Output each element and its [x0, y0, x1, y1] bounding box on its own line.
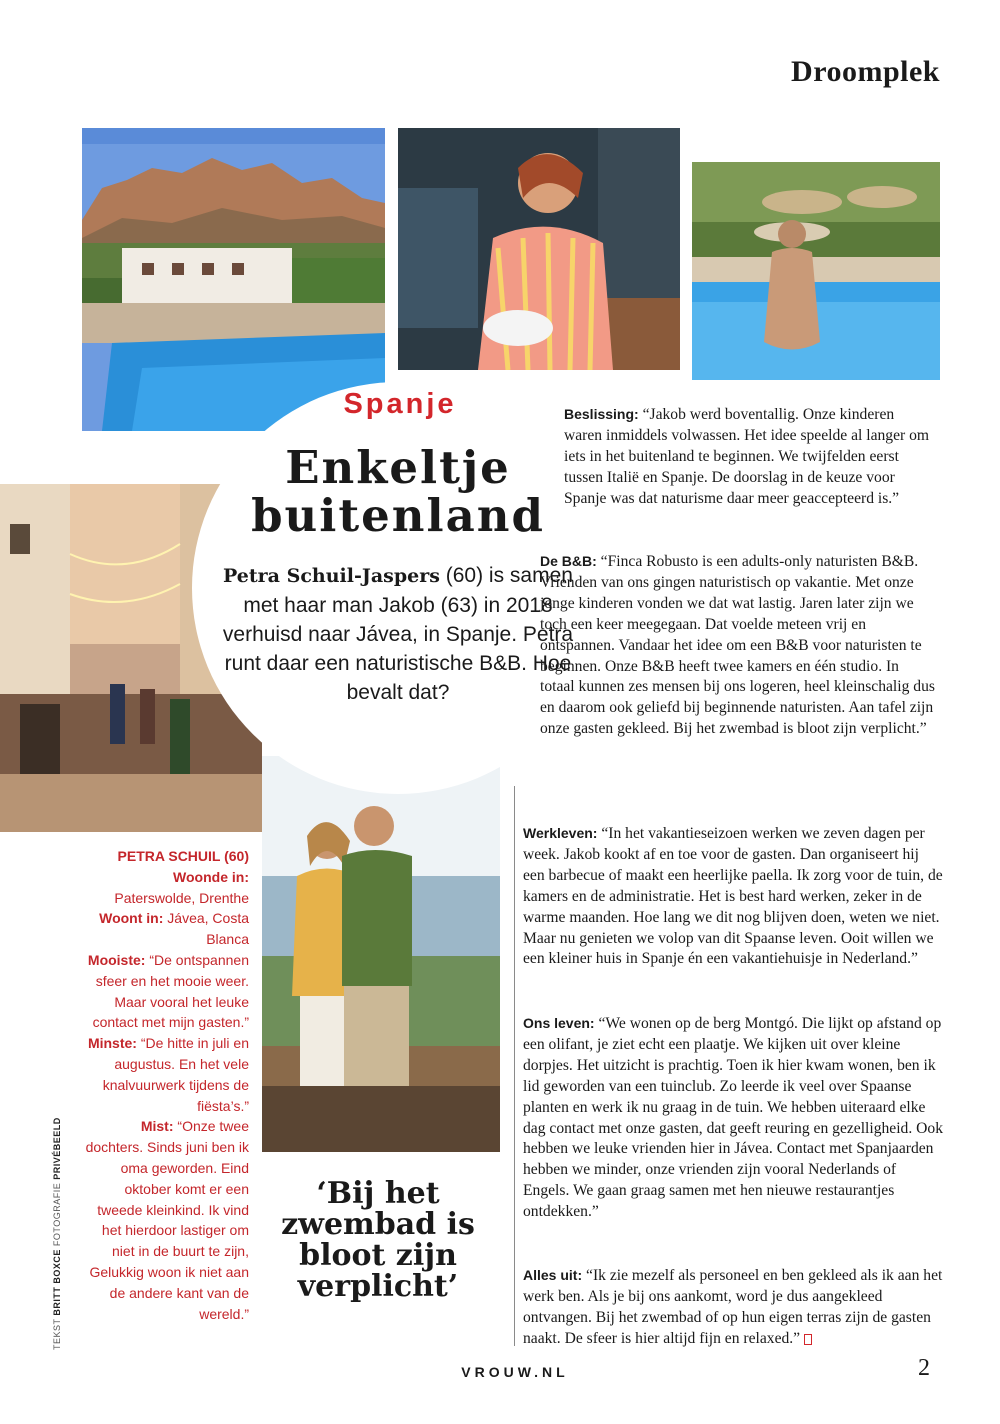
section-text: “Jakob werd boventallig. Onze kinderen waren inmiddels volwassen. Het idee speelde al langer om iets in het buitenland te beginnen. We twijfelden eerst tussen Italië en Spanje. De doorslag in de keuze voor Spanje was dat naturisme daar meer geaccepteerd is.” — [564, 406, 930, 507]
column-divider — [514, 786, 515, 1346]
fact-woonde: Woonde in: Paterswolde, Drenthe — [114, 868, 249, 906]
section-lead: De B&B: — [540, 553, 597, 569]
headline-line-2: buitenland — [251, 489, 545, 542]
footer-site: VROUW.NL — [461, 1364, 569, 1380]
section-text: “In het vakantieseizoen werken we zeven dagen per week. Jakob kookt af en toe voor de gasten. Dan organiseert hij een barbecue of maakt een heerlijke paella. Ik zorg voor de tuin, de kamers en de administratie. Het is best hard werken, zeker in de warme maanden. Hoe lang we dit nog blijven doen, weten we niet. Maar nu genieten we volop van dit Spaanse leven. Ooit willen we een kleiner huis in Spanje én een vakantiehuisje in Nederland.” — [523, 825, 943, 968]
woman-with-baby-photo — [398, 128, 680, 370]
fact-mooiste: Mooiste: “De ontspannen sfeer en het mooie weer. Maar vooral het leuke contact met mijn gasten.” — [87, 951, 249, 1031]
section-beslissing — [564, 404, 936, 510]
fact-mist: Mist: “Onze twee dochters. Sinds juni ben ik oma geworden. Eind oktober komt er een tweede kleinkind. Ik vind het hierdoor lastiger om niet in de buurt te zijn, Gelukkig woon ik niet aan de andere kant van de wereld.” — [85, 1118, 249, 1322]
section-ons-leven — [523, 1013, 943, 1223]
poolside-woman-photo — [692, 162, 940, 380]
villa-pool-photo — [82, 128, 385, 431]
section-text: “Finca Robusto is een adults-only naturisten B&B. Vrienden van ons gingen naturistisch op vakantie. Met onze jonge kinderen vonden we dat wat lastig. Jaren later zijn we toch een keer meegegaan. Dat voelde meteen vrij en ontspannen. Vandaar het idee om een B&B voor naturisten te beginnen. Onze B&B heeft twee kamers en één studio. In totaal kunnen zes mensen bij ons logeren, heel kleinschalig dus en daarom ook geliefd bij beginnende naturisten. Aan tafel zijn onze gasten gekleed. Bij het zwembad is bloot zijn verplicht.” — [540, 553, 935, 738]
fact-woont: Woont in: Jávea, Costa Blanca — [99, 910, 249, 948]
section-text: “Ik zie mezelf als personeel en ben gekleed als ik aan het werk ben. Als je bij ons aankomt, word je dus aangekleed ontvangen. Bij het zwembad of op hun eigen terras zijn de gasten naakt. De sfeer is hier altijd fijn en relaxed.” — [523, 1267, 943, 1347]
facts-name: PETRA SCHUIL (60) — [117, 848, 249, 864]
article-kicker: Spanje — [343, 388, 457, 420]
section-lead: Werkleven: — [523, 825, 598, 841]
article-headline — [212, 441, 584, 542]
page-number: 2 — [918, 1355, 930, 1381]
couple-photo — [262, 756, 500, 1152]
section-title: Droomplek — [791, 55, 940, 88]
fact-minste: Minste: “De hitte in juli en augustus. En het vele knalvuurwerk tijdens de fiësta’s.” — [87, 1035, 249, 1114]
article-intro — [212, 561, 584, 707]
facts-sidebar — [84, 846, 249, 1324]
end-mark-icon — [804, 1334, 812, 1345]
section-werkleven — [523, 823, 943, 970]
headline-line-1: Enkeltje — [285, 441, 511, 494]
section-bb — [540, 551, 936, 740]
section-alles-uit — [523, 1265, 943, 1350]
photo-credits: TEKST BRITT BOXCE FOTOGRAFIE PRIVÉBEELD — [52, 1117, 62, 1350]
section-lead: Ons leven: — [523, 1015, 595, 1031]
pull-quote: ‘Bij het zwembad is bloot zijn verplicht’ — [281, 1176, 475, 1304]
intro-name: Petra Schuil-Jaspers — [223, 565, 440, 587]
section-lead: Alles uit: — [523, 1267, 583, 1283]
section-lead: Beslissing: — [564, 406, 639, 422]
intro-text: (60) is samen met haar man Jakob (63) in 2018 verhuisd naar Jávea, in Spanje. Petra runt daar een naturistische B&B. Hoe bevalt dat? — [222, 564, 574, 704]
section-text: “We wonen op de berg Montgó. Die lijkt op afstand op een olifant, je ziet echt een plaatje. We kijken uit over kleine dorpjes. Het uitzicht is prachtig. Toen ik hier kwam wonen, ben ik lid geworden van een tuinclub. Zo leerde ik veel over Spaanse planten en werk ik nu graag in de tuin. We hebben uiteraard elke dag contact met onze gasten, dat geeft reuring en gezelligheid. Ook hebben we leuke vrienden hier in Jávea. Contact met Spanjaarden hebben we minder, onze vrienden zijn vooral Nederlands of Engels. We gaan graag samen met hen nieuwe restaurantjes ontdekken.” — [523, 1015, 943, 1221]
